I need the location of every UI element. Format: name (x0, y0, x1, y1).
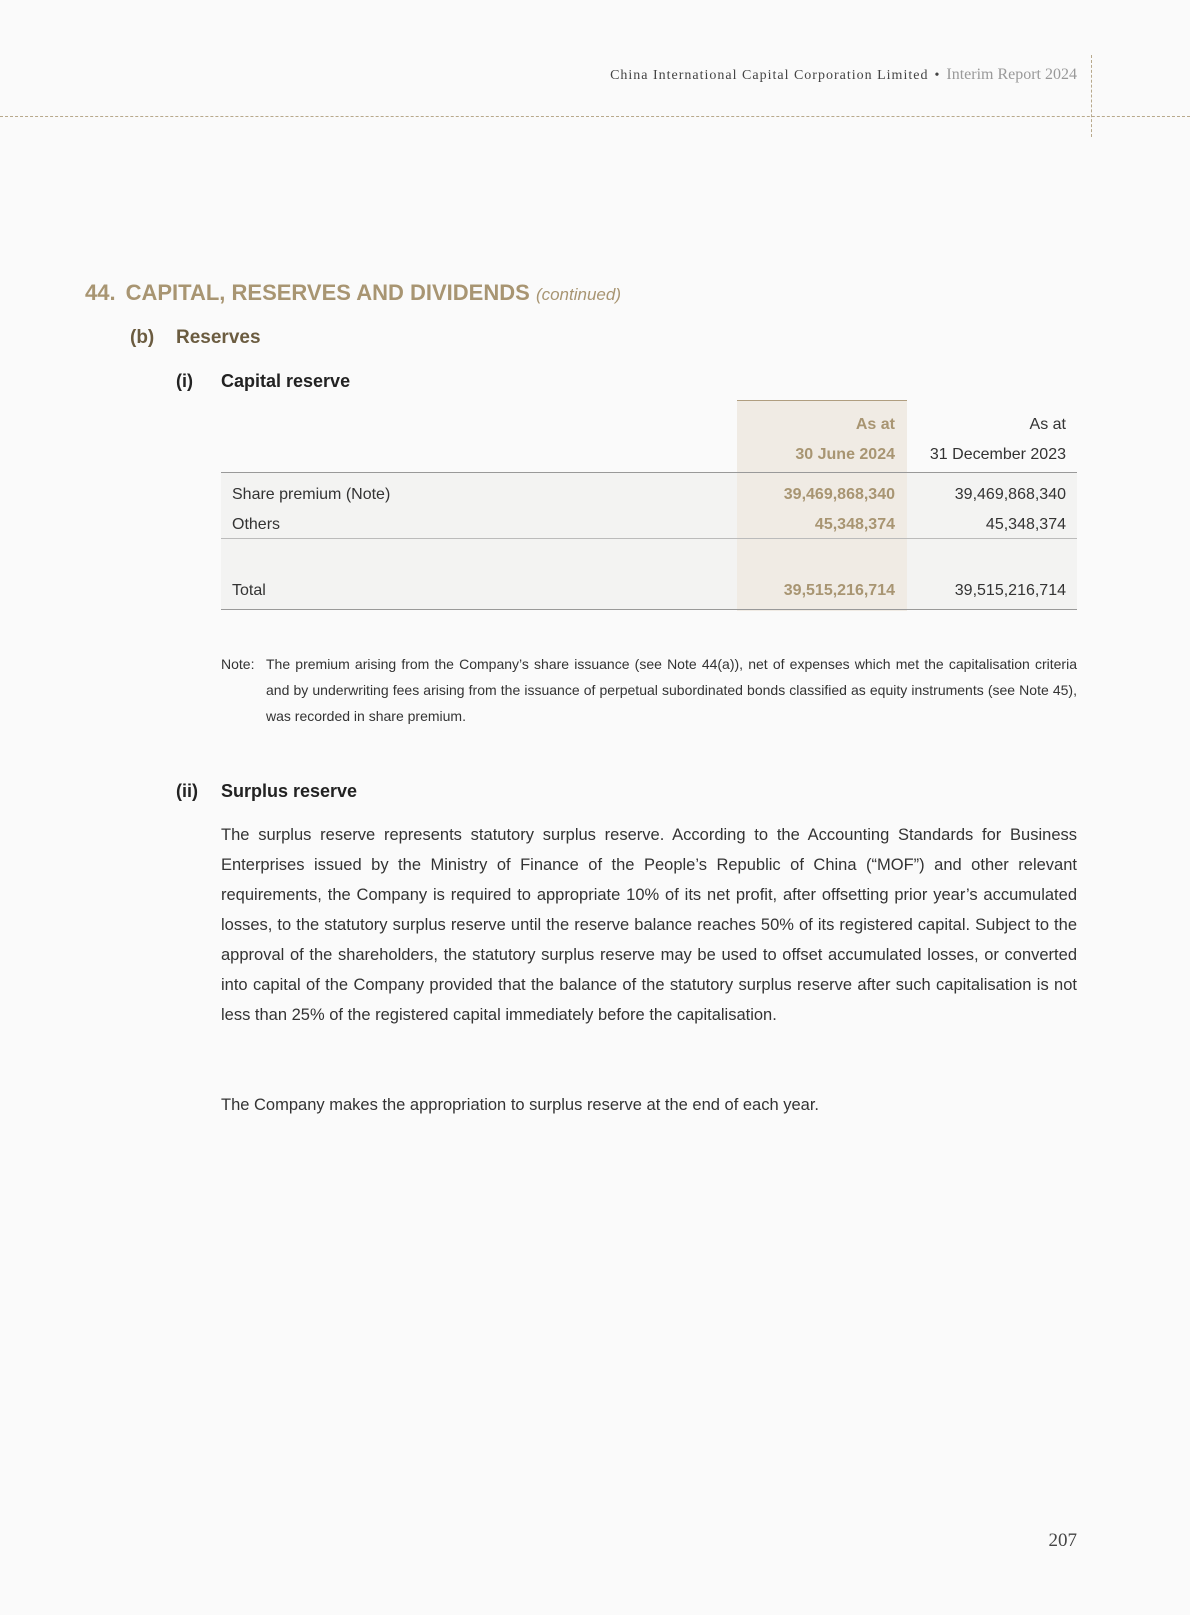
header-rule (221, 472, 1077, 473)
table-note (221, 651, 1077, 729)
row-label: Total (232, 582, 266, 599)
cell: 45,348,374 (814, 516, 895, 533)
cell: 39,469,868,340 (783, 486, 895, 503)
section-number: 44. (85, 280, 116, 305)
paragraph: The surplus reserve represents statutory surplus reserve. According to the Accounting Standards for Business Enterprises issued by the Ministry of Finance of the People’s Republic of China (“MOF”) and other relevant requirements, the Company is required to appropriate 10% of its net profit, after offsetting prior year’s accumulated losses, to the statutory surplus reserve until the reserve balance reaches 50% of its registered capital. Subject to the approval of the shareholders, the statutory surplus reserve may be used to offset accumulated losses, or converted into capital of the Company provided that the balance of the statutory surplus reserve after such capitalisation is not less than 25% of the registered capital immediately before the capitalisation. (221, 826, 1077, 1024)
header-vertical-divider (1091, 55, 1092, 137)
cell: 39,469,868,340 (954, 486, 1066, 503)
row-label: Others (232, 516, 281, 533)
heading-title: Capital reserve (221, 371, 351, 391)
note-text: The premium arising from the Company’s share issuance (see Note 44(a)), net of expenses which met the capitalisation criteria and by underwriting fees arising from the issuance of perpetual subordinated bonds classified as equity instruments (see Note 45), was recorded in share premium. (266, 656, 1077, 724)
heading-number: (i) (176, 371, 193, 391)
subsection-number: (b) (130, 327, 155, 348)
section-suffix: (continued) (535, 285, 621, 304)
header-divider (0, 116, 1190, 117)
bullet: • (934, 68, 941, 83)
col-header: As at (1029, 416, 1066, 433)
cell: 45,348,374 (985, 516, 1066, 533)
subsection-title: Reserves (176, 327, 261, 348)
total-rule (221, 609, 1077, 610)
section-title: CAPITAL, RESERVES AND DIVIDENDS (125, 280, 530, 305)
cell: 39,515,216,714 (783, 582, 895, 599)
heading-title: Surplus reserve (221, 781, 358, 801)
col-header: As at (855, 416, 895, 433)
capital-reserve-heading (176, 371, 350, 392)
col-header: 30 June 2024 (795, 446, 895, 463)
subtotal-rule (221, 538, 1077, 539)
subsection-heading (130, 327, 261, 349)
col-header: 31 December 2023 (929, 446, 1066, 463)
heading-number: (ii) (176, 781, 198, 801)
note-label: Note: (221, 656, 255, 672)
surplus-reserve-heading (176, 781, 357, 802)
report-title: Interim Report 2024 (946, 66, 1077, 83)
paragraph: The Company makes the appropriation to surplus reserve at the end of each year. (221, 1096, 820, 1114)
page-number: 207 (1048, 1530, 1077, 1551)
row-label: Share premium (Note) (232, 486, 391, 503)
company-name: China International Capital Corporation Limited (610, 68, 929, 83)
cell: 39,515,216,714 (954, 582, 1066, 599)
section-heading (85, 280, 621, 306)
running-header (610, 66, 1077, 84)
